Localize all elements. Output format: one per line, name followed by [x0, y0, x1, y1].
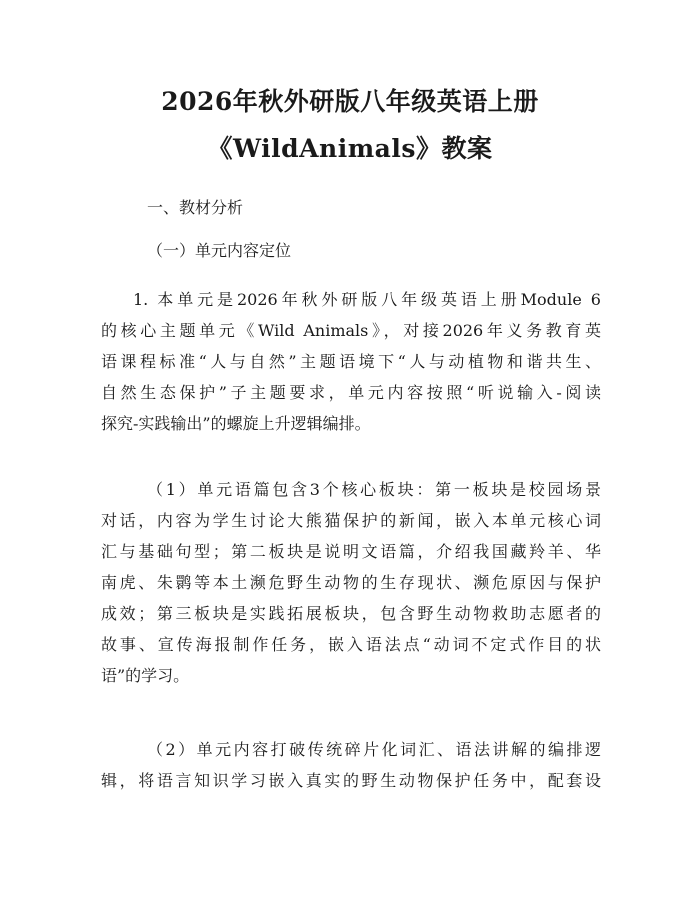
paragraph-line: 1. 本单元是2026年秋外研版八年级英语上册Module 6 — [133, 290, 601, 309]
paragraph-line: （1）单元语篇包含3个核心板块：第一板块是校园场景 — [147, 480, 601, 499]
section-heading: 一、教材分析 — [147, 198, 244, 217]
paragraph-line: 对话，内容为学生讨论大熊猫保护的新闻，嵌入本单元核心词 — [101, 511, 601, 530]
paragraph-line: 故事、宣传海报制作任务，嵌入语法点“动词不定式作目的状 — [101, 635, 601, 654]
paragraph-line: 自然生态保护”子主题要求，单元内容按照“听说输入-阅读 — [101, 383, 601, 402]
paragraph-line: 成效；第三板块是实践拓展板块，包含野生动物救助志愿者的 — [101, 604, 601, 623]
paragraph-line: 语”的学习。 — [101, 666, 190, 685]
paragraph-line: 南虎、朱鹮等本土濒危野生动物的生存现状、濒危原因与保护 — [101, 573, 601, 592]
paragraph-1 — [101, 284, 601, 439]
paragraph-line: 语课程标准“人与自然”主题语境下“人与动植物和谐共生、 — [101, 352, 601, 371]
paragraph-line: 汇与基础句型；第二板块是说明文语篇，介绍我国藏羚羊、华 — [101, 542, 601, 561]
document-title-line-2: 《WildAnimals》教案 — [207, 134, 493, 163]
paragraph-2 — [101, 474, 601, 691]
document-title-line-1: 2026年秋外研版八年级英语上册 — [161, 87, 539, 116]
paragraph-line: 的核心主题单元《Wild Animals》，对接2026年义务教育英 — [101, 321, 601, 340]
paragraph-line: （2）单元内容打破传统碎片化词汇、语法讲解的编排逻 — [147, 740, 601, 759]
paragraph-line: 辑，将语言知识学习嵌入真实的野生动物保护任务中，配套设 — [101, 771, 601, 790]
subsection-heading: （一）单元内容定位 — [147, 241, 292, 260]
paragraph-line: 探究-实践输出”的螺旋上升逻辑编排。 — [101, 414, 371, 433]
paragraph-3 — [101, 734, 601, 796]
